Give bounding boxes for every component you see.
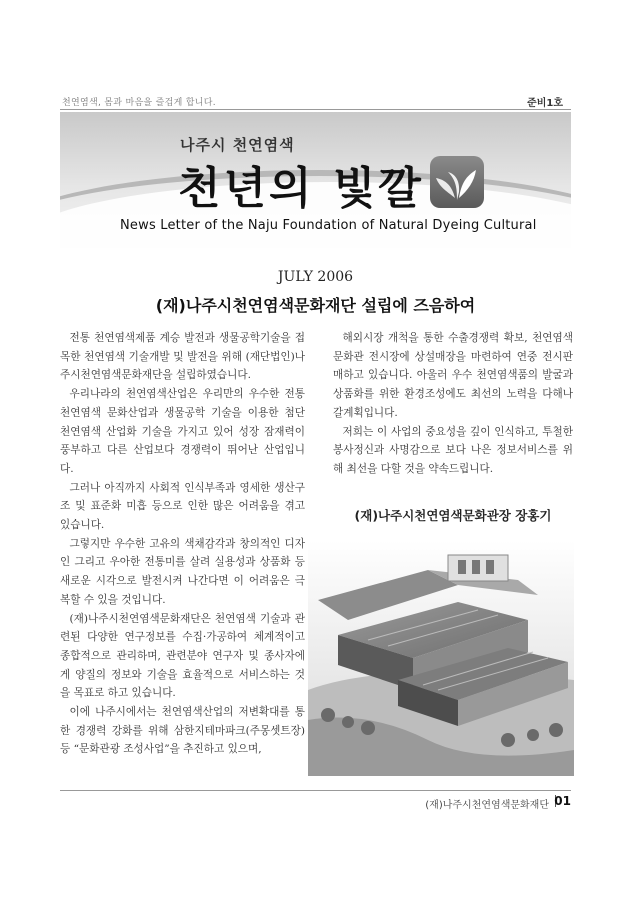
paragraph: 해외시장 개척을 통한 수출경쟁력 확보, 천연염색 문화관 전시장에 상설매장을 마련하여 연중 전시판매하고 있습니다. 아울러 우수 천연염색품의 발굴과 상품화를 위한 환경조성에도 최선의 노력을 다해나갈계획입니다. <box>333 332 573 419</box>
masthead-org-name: 나주시 천연염색 <box>180 136 295 154</box>
article-left-column <box>60 329 305 759</box>
signature: (재)나주시천연염색문화관장 장홍기 <box>354 508 552 523</box>
paragraph: 저희는 이 사업의 중요성을 깊이 인식하고, 투철한 봉사정신과 사명감으로 보다 나은 정보서비스를 위해 최선을 다할 것을 약속드립니다. <box>333 425 573 475</box>
leaf-logo-icon <box>426 152 488 212</box>
issue-number: 준비1호 <box>527 98 563 109</box>
paragraph: 우리나라의 천연염색산업은 우리만의 우수한 전통 천연염색 문화산업과 생물공학 기술을 이용한 첨단 천연염색 산업화 기술을 가지고 있어 성장 잠재력이 풍부하고 다른 산업보다 경쟁력이 뛰어난 산업입니다. <box>60 388 305 475</box>
header-divider <box>60 109 571 110</box>
building-illustration <box>308 540 574 776</box>
paragraph: 전통 천연염색제품 계승 발전과 생물공학기술을 접목한 천연염색 기술개발 및 발전을 위해 (재단법인)나주시천연염색문화재단을 설립하였습니다. <box>60 332 305 382</box>
masthead-title: 천년의 빛깔 <box>178 163 424 214</box>
article-headline: (재)나주시천연염색문화재단 설립에 즈음하여 <box>155 296 476 315</box>
masthead-banner <box>60 112 571 248</box>
paragraph: (재)나주시천연염색문화재단은 천연염색 기술과 관련된 다양한 연구정보를 수집·가공하여 체계적이고 종합적으로 관리하며, 관련분야 연구자 및 종사자에게 양질의 정보와 기술을 효율적으로 서비스하는 것을 목표로 하고 있습니다. <box>60 612 305 700</box>
paragraph: 이에 나주시에서는 천연염색산업의 저변확대를 통한 경쟁력 강화를 위해 삼한지테마파크(주몽셋트장)등 “문화관광 조성사업”을 추진하고 있으며, <box>60 706 305 756</box>
article-right-column <box>333 329 573 479</box>
footer-org-name: (재)나주시천연염색문화재단 <box>425 800 549 811</box>
paragraph: 그러나 아직까지 사회적 인식부족과 영세한 생산구조 및 표준화 미흡 등으로 인한 많은 어려움을 겪고 있습니다. <box>60 481 305 532</box>
paragraph: 그렇지만 우수한 고유의 색채감각과 창의적인 디자인 그리고 우아한 전통미를 살려 실용성과 상품화 등 새로운 시각으로 발전시켜 나간다면 이 어려움은 극복할 수 있을 것입니다. <box>60 537 305 606</box>
issue-date: JULY 2006 <box>277 269 354 285</box>
header-slogan: 천연염색, 몸과 마음을 즐겁게 합니다. <box>62 98 216 108</box>
footer-divider <box>60 790 571 791</box>
page-number: 01 <box>554 794 571 808</box>
masthead-english-subtitle: News Letter of the Naju Foundation of Natural Dyeing Cultural <box>120 218 537 233</box>
